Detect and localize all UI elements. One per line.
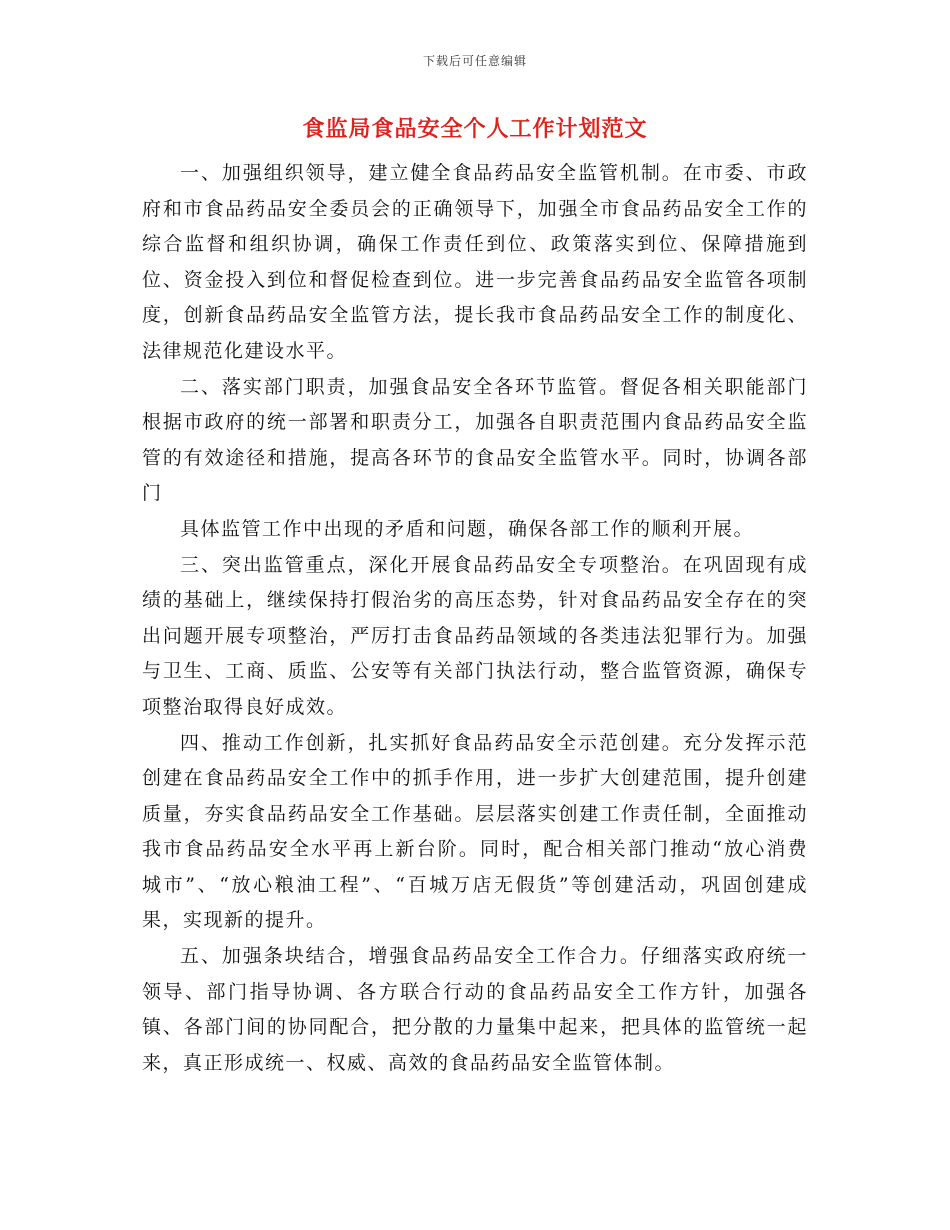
paragraph-2: 二、落实部门职责，加强食品安全各环节监管。督促各相关职能部门根据市政府的统一部署和职责分工，加强各自职责范围内食品药品安全监管的有效途径和措施，提高各环节的食品安全监管水平。同时，协调各部门 <box>142 375 808 505</box>
paragraph-1: 一、加强组织领导，建立健全食品药品安全监管机制。在市委、市政府和市食品药品安全委员会的正确领导下，加强全市食品药品安全工作的综合监督和组织协调，确保工作责任到位、政策落实到位、保障措施到位、资金投入到位和督促检查到位。进一步完善食品药品安全监管各项制度，创新食品药品安全监管方法，提长我市食品药品安全工作的制度化、法律规范化建设水平。 <box>142 162 808 362</box>
header-note: 下载后可任意编辑 <box>422 54 527 68</box>
paragraph-4: 三、突出监管重点，深化开展食品药品安全专项整治。在巩固现有成绩的基础上，继续保持打假治劣的高压态势，针对食品药品安全存在的突出问题开展专项整治，严厉打击食品药品领域的各类违法犯罪行为。加强与卫生、工商、质监、公安等有关部门执法行动，整合监管资源，确保专项整治取得良好成效。 <box>142 553 808 718</box>
paragraph-6: 五、加强条块结合，增强食品药品安全工作合力。仔细落实政府统一领导、部门指导协调、各方联合行动的食品药品安全工作方针，加强各镇、各部门间的协同配合，把分散的力量集中起来，把具体的监管统一起来，真正形成统一、权威、高效的食品药品安全监管体制。 <box>142 945 808 1074</box>
document-body <box>142 156 808 1081</box>
document-title: 食监局食品安全个人工作计划范文 <box>302 116 648 142</box>
paragraph-5: 四、推动工作创新，扎实抓好食品药品安全示范创建。充分发挥示范创建在食品药品安全工作中的抓手作用，进一步扩大创建范围，提升创建质量，夯实食品药品安全工作基础。层层落实创建工作责任制，全面推动我市食品药品安全水平再上新台阶。同时，配合相关部门推动“放心消费城市”、“放心粮油工程”、“百城万店无假货”等创建活动，巩固创建成果，实现新的提升。 <box>142 731 808 932</box>
paragraph-3: 具体监管工作中出现的矛盾和问题，确保各部工作的顺利开展。 <box>180 517 755 540</box>
